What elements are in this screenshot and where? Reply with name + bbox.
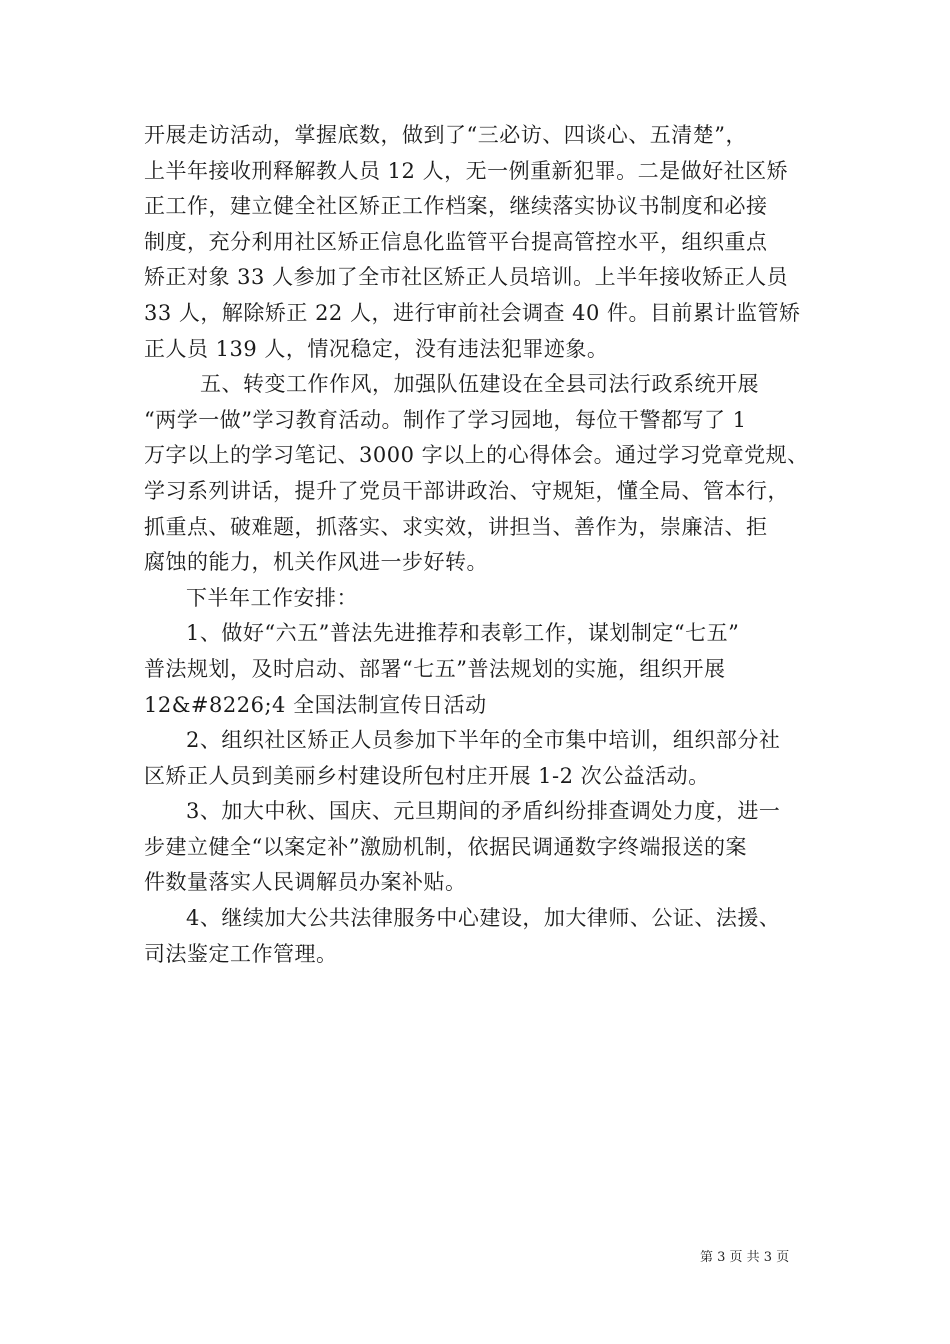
text-line: 矫正对象 33 人参加了全市社区矫正人员培训。上半年接收矫正人员	[144, 265, 789, 290]
list-item-line: 2、组织社区矫正人员参加下半年的全市集中培训，组织部分社	[186, 728, 781, 753]
document-body	[144, 118, 812, 972]
section-heading-line: 五、转变工作作风，加强队伍建设在全县司法行政系统开展	[200, 372, 759, 397]
page-number-footer: 第 3 页 共 3 页	[700, 1250, 790, 1265]
text-line: 开展走访活动，掌握底数，做到了“三必访、四谈心、五清楚”，	[144, 123, 747, 147]
text-line: 正人员 139 人，情况稳定，没有违法犯罪迹象。	[144, 336, 609, 361]
text-line: “两学一做”学习教育活动。制作了学习园地，每位干警都写了 1	[144, 407, 747, 432]
text-line: 万字以上的学习笔记、3000 字以上的心得体会。通过学习党章党规、	[144, 443, 809, 468]
text-line: 件数量落实人民调解员办案补贴。	[144, 870, 467, 895]
text-line: 腐蚀的能力，机关作风进一步好转。	[144, 550, 488, 575]
text-line: 制度，充分利用社区矫正信息化监管平台提高管控水平，组织重点	[144, 229, 768, 254]
list-item-line: 1、做好“六五”普法先进推荐和表彰工作，谋划制定“七五”	[186, 621, 740, 646]
text-line: 12&#8226;4 全国法制宣传日活动	[144, 692, 487, 717]
text-line: 司法鉴定工作管理。	[144, 941, 338, 966]
text-line: 学习系列讲话，提升了党员干部讲政治、守规矩，懂全局、管本行，	[144, 478, 789, 503]
text-line: 正工作，建立健全社区矫正工作档案，继续落实协议书制度和必接	[144, 194, 768, 219]
subheading-line: 下半年工作安排：	[186, 585, 358, 610]
list-item-line: 4、继续加大公共法律服务中心建设，加大律师、公证、法援、	[186, 906, 781, 931]
text-line: 普法规划，及时启动、部署“七五”普法规划的实施，组织开展	[144, 656, 726, 681]
text-line: 区矫正人员到美丽乡村建设所包村庄开展 1-2 次公益活动。	[144, 763, 710, 788]
text-line: 33 人，解除矫正 22 人，进行审前社会调查 40 件。目前累计监管矫	[144, 300, 801, 325]
list-item-line: 3、加大中秋、国庆、元旦期间的矛盾纠纷排查调处力度，进一	[186, 799, 781, 824]
text-line: 抓重点、破难题，抓落实、求实效，讲担当、善作为，崇廉洁、拒	[144, 514, 768, 539]
text-line: 步建立健全“以案定补”激励机制，依据民调通数字终端报送的案	[144, 834, 747, 859]
text-line: 上半年接收刑释解教人员 12 人，无一例重新犯罪。二是做好社区矫	[144, 158, 789, 183]
